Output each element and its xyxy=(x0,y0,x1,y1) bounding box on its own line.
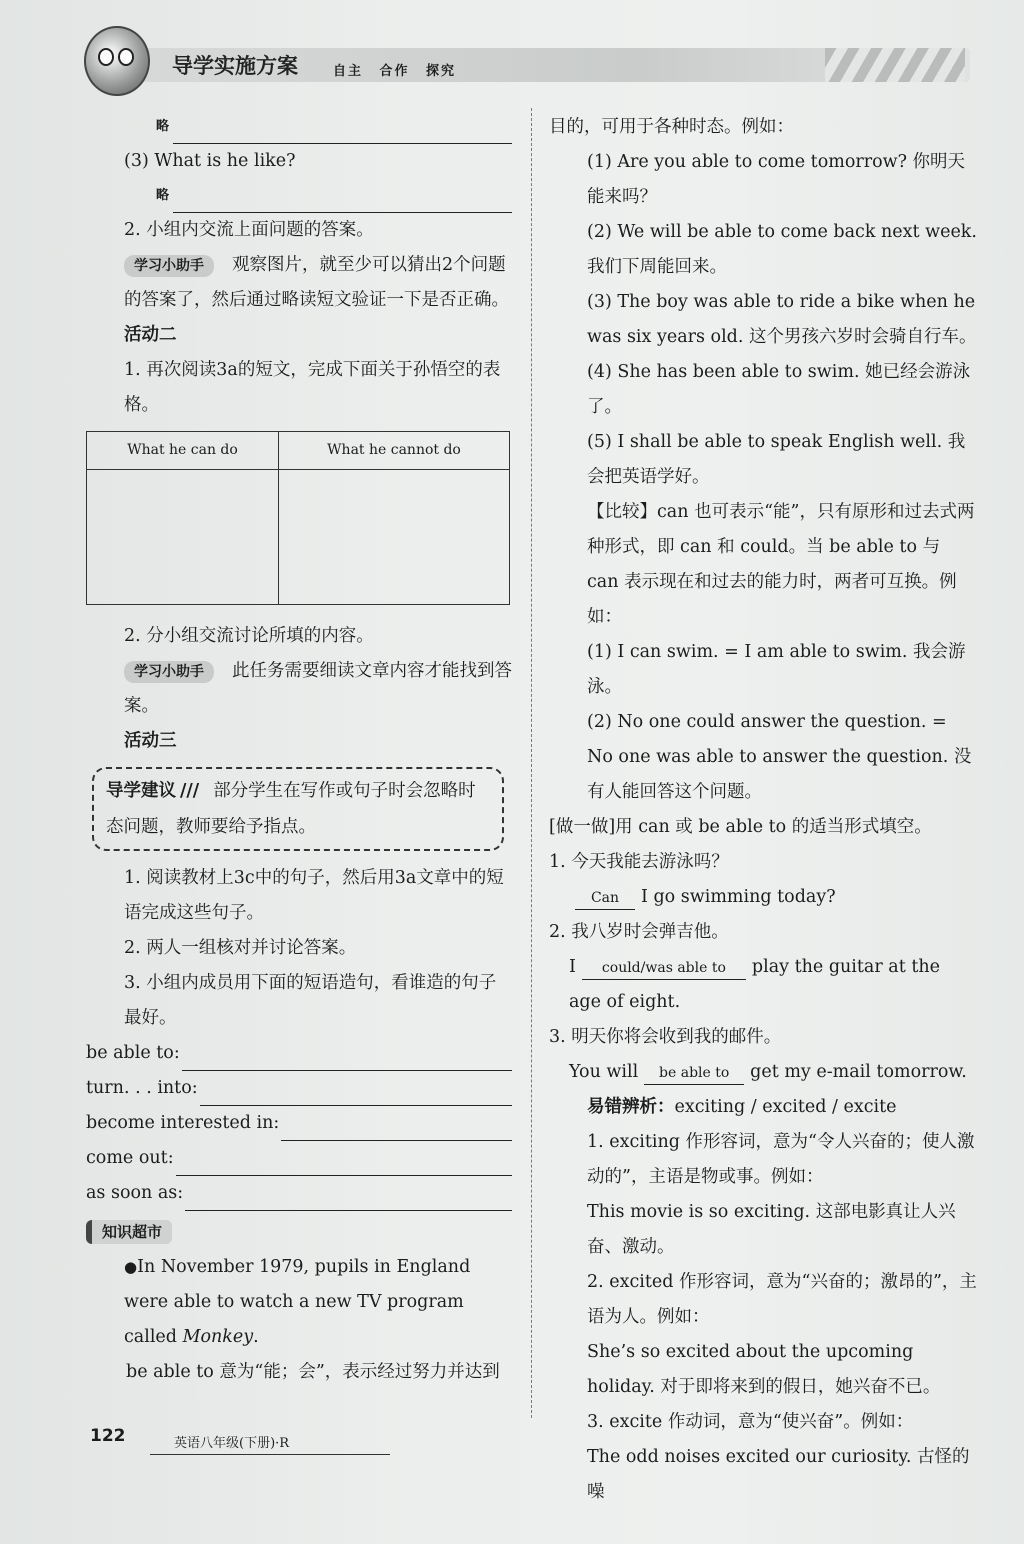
phrase-line[interactable] xyxy=(86,1141,512,1176)
phrase-label: turn. . . into: xyxy=(86,1078,198,1098)
exercise-heading: [做一做]用 can 或 be able to 的适当形式填空。 xyxy=(549,817,932,837)
comparison-note: 【比较】can 也可表示“能”，只有原形和过去式两种形式，即 can 和 could。当 be able to 与 can 表示现在和过去的能力时，两者可互换。例如： xyxy=(587,502,975,627)
step-2: 2. 小组内交流上面问题的答案。 xyxy=(124,220,374,240)
activity-3-step-2: 2. 两人一组核对并讨论答案。 xyxy=(124,938,357,958)
phrase-label: come out: xyxy=(86,1148,174,1168)
exercise-1: Can I go swimming today? xyxy=(549,880,977,915)
exercise-2-prompt: 2. 我八岁时会弹吉他。 xyxy=(549,922,729,942)
exercise-1-answer[interactable]: Can xyxy=(575,887,635,910)
exercise-3: You will be able to get my e-mail tomorrow. xyxy=(549,1055,977,1090)
teaching-tip-box: 导学建议 /// 部分学生在写作或句子时会忽略时态问题，教师要给予指点。 xyxy=(92,767,504,851)
answer-omitted: 略 xyxy=(156,188,170,203)
helper-text: 观察图片，就至少可以猜出2个问题的答案了，然后通过略读短文验证一下是否正确。 xyxy=(124,255,509,310)
knowledge-paragraph-2: be able to 意为“能；会”，表示经过努力并达到 xyxy=(126,1362,500,1382)
footer-rule xyxy=(150,1454,390,1455)
exciting-rule: 1. exciting 作形容词，意为“令人兴奋的；使人激动的”，主语是物或事。例如： xyxy=(587,1132,975,1187)
excite-rule: 3. excite 作动词，意为“使兴奋”。例如： xyxy=(587,1412,914,1432)
example-1: (1) Are you able to come tomorrow? 你明天能来吗？ xyxy=(587,152,966,207)
exercise-3-prompt: 3. 明天你将会收到我的邮件。 xyxy=(549,1027,782,1047)
excited-rule: 2. excited 作形容词，意为“兴奋的；激昂的”，主语为人。例如： xyxy=(587,1272,977,1327)
table-cell-cannot[interactable] xyxy=(279,470,510,605)
header-title: 导学实施方案 xyxy=(172,54,298,78)
helper-text: 此任务需要细读文章内容才能找到答案。 xyxy=(124,661,512,716)
exercise-1-prompt: 1. 今天我能去游泳吗？ xyxy=(549,852,729,872)
sunwukong-table xyxy=(86,431,510,605)
example-2: (2) We will be able to come back next week. 我们下周能回来。 xyxy=(587,222,977,277)
comparison-example-2: (2) No one could answer the question. = No one was able to answer the question. 没有人能回答这个问题。 xyxy=(587,712,972,802)
table-cell-can[interactable] xyxy=(87,470,279,605)
example-4: (4) She has been able to swim. 她已经会游泳了。 xyxy=(587,362,971,417)
phrase-label: as soon as: xyxy=(86,1183,184,1203)
knowledge-heading xyxy=(86,1215,512,1250)
mascot-eye xyxy=(118,48,134,66)
phrase-line[interactable] xyxy=(86,1106,512,1141)
activity-2-step-1: 1. 再次阅读3a的短文，完成下面关于孙悟空的表格。 xyxy=(124,360,501,415)
phrase-line[interactable] xyxy=(86,1071,512,1106)
activity-3-heading: 活动三 xyxy=(124,731,177,751)
bullet-icon: ● xyxy=(124,1258,138,1276)
right-column xyxy=(549,110,977,1510)
left-column xyxy=(86,110,512,1390)
answer-line xyxy=(86,110,512,144)
page-footer xyxy=(90,1420,390,1460)
question-3: (3) What is he like? xyxy=(124,151,296,171)
grammar-continuation: 目的，可用于各种时态。例如： xyxy=(549,117,794,137)
exciting-example: This movie is so exciting. 这部电影真让人兴奋、激动。 xyxy=(587,1202,956,1257)
helper-note-1 xyxy=(86,248,512,318)
helper-note-2 xyxy=(86,654,512,724)
page-number: 122 xyxy=(90,1426,126,1446)
mascot-eye xyxy=(98,48,114,66)
answer-line xyxy=(86,179,512,213)
table-header-cannot: What he cannot do xyxy=(279,432,510,470)
column-divider xyxy=(531,108,532,1418)
phrase-line[interactable] xyxy=(86,1036,512,1071)
activity-2-heading: 活动二 xyxy=(124,325,177,345)
phrase-label: be able to: xyxy=(86,1043,180,1063)
exercise-3-answer[interactable]: be able to xyxy=(644,1062,744,1085)
excited-example: She’s so excited about the upcoming holiday. 对于即将来到的假日，她兴奋不已。 xyxy=(587,1342,941,1397)
mascot-icon xyxy=(84,26,150,96)
activity-3-step-1: 1. 阅读教材上3c中的句子，然后用3a文章中的短语完成这些句子。 xyxy=(124,868,504,923)
activity-3-step-3: 3. 小组内成员用下面的短语造句，看谁造的句子最好。 xyxy=(124,973,497,1028)
error-analysis-label: 易错辨析： xyxy=(587,1097,675,1117)
example-3: (3) The boy was able to ride a bike when he was six years old. 这个男孩六岁时会骑自行车。 xyxy=(587,292,977,347)
tip-label: 导学建议 xyxy=(106,781,176,801)
knowledge-paragraph-1: ●In November 1979, pupils in England were able to watch a new TV program called Monkey. xyxy=(124,1257,471,1347)
phrase-line[interactable] xyxy=(86,1176,512,1211)
header-subtitle: 自主 合作 探究 xyxy=(333,64,457,79)
exercise-2: I could/was able to play the guitar at the age of eight. xyxy=(569,957,940,1012)
activity-2-step-2: 2. 分小组交流讨论所填的内容。 xyxy=(124,626,374,646)
example-5: (5) I shall be able to speak English well. 我会把英语学好。 xyxy=(587,432,966,487)
book-title: 英语八年级(下册)·R xyxy=(174,1436,290,1451)
answer-omitted: 略 xyxy=(156,119,170,134)
phrase-label: become interested in: xyxy=(86,1113,280,1133)
excite-example: The odd noises excited our curiosity. 古怪的噪 xyxy=(587,1447,970,1502)
error-analysis-heading: 易错辨析：exciting / excited / excite xyxy=(587,1097,897,1117)
tip-text: 部分学生在写作或句子时会忽略时态问题，教师要给予指点。 xyxy=(106,781,476,837)
helper-badge: 学习小助手 xyxy=(124,661,214,683)
knowledge-badge: 知识超市 xyxy=(86,1220,172,1244)
table-header-can: What he can do xyxy=(87,432,279,470)
exercise-2-answer[interactable]: could/was able to xyxy=(582,957,746,980)
header-stripes xyxy=(825,48,965,82)
comparison-example-1: (1) I can swim. = I am able to swim. 我会游泳。 xyxy=(587,642,966,697)
helper-badge: 学习小助手 xyxy=(124,255,214,277)
